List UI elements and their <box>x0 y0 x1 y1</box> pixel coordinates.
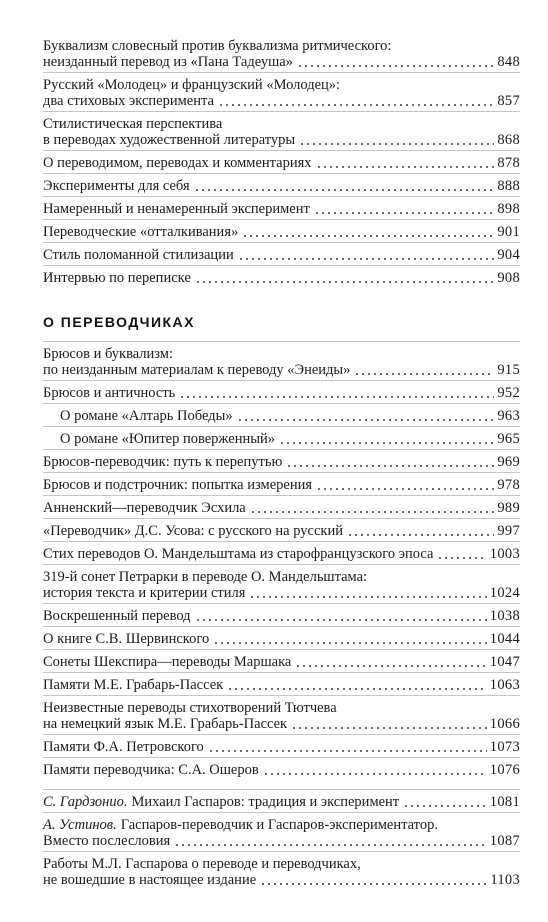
toc-entry <box>43 242 520 265</box>
entry-title: «Переводчик» Д.С. Усова: с русского на русский <box>43 523 343 539</box>
entry-title: неизданный перевод из «Пана Тадеуша» <box>43 54 293 70</box>
dot-leader <box>297 54 494 70</box>
dot-leader <box>218 93 494 109</box>
dot-leader <box>260 872 487 888</box>
page-number: 857 <box>497 93 520 109</box>
dot-leader <box>279 431 494 447</box>
page-number: 901 <box>497 224 520 240</box>
dot-leader <box>213 631 487 647</box>
entry-row <box>43 201 520 217</box>
page-number: 1063 <box>489 677 520 693</box>
entry-row <box>43 654 520 670</box>
page-number: 1003 <box>489 546 520 562</box>
toc-entry <box>43 812 520 851</box>
entry-row <box>43 224 520 240</box>
dot-leader <box>299 132 494 148</box>
toc-entry <box>43 341 520 380</box>
entry-title: Вместо послесловия <box>43 833 171 849</box>
toc-entry <box>43 72 520 111</box>
entry-row <box>43 385 520 401</box>
entry-title: О книге С.В. Шервинского <box>43 631 210 647</box>
entry-row <box>43 454 520 470</box>
entry-title: Михаил Гаспаров: традиция и эксперимент <box>131 794 400 810</box>
entry-title: Гаспаров-переводчик и Гаспаров-экспериментатор. <box>120 817 438 833</box>
entry-row <box>43 716 520 732</box>
entry-title: О переводимом, переводах и комментариях <box>43 155 312 171</box>
entry-row <box>43 833 520 849</box>
page-number: 908 <box>497 270 520 286</box>
page-number: 1087 <box>489 833 520 849</box>
toc-entry <box>43 150 520 173</box>
entry-row <box>43 762 520 778</box>
entry-row <box>43 794 520 810</box>
entry-row <box>43 872 520 888</box>
entry-title: Намеренный и ненамеренный эксперимент <box>43 201 310 217</box>
toc-section <box>43 33 520 288</box>
dot-leader <box>195 608 487 624</box>
page-number: 969 <box>497 454 520 470</box>
entry-row <box>43 408 520 424</box>
entry-row <box>43 477 520 493</box>
dot-leader <box>263 762 487 778</box>
entry-row <box>43 546 520 562</box>
table-of-contents <box>43 33 520 890</box>
entry-title: два стиховых эксперимента <box>43 93 214 109</box>
entry-title: Воскрешенный перевод <box>43 608 191 624</box>
toc-entry <box>43 449 520 472</box>
toc-subentry <box>43 426 520 449</box>
toc-entry <box>43 789 520 812</box>
entry-title: Брюсов и буквализм: <box>43 346 174 362</box>
entry-title-with-author <box>43 817 520 833</box>
entry-title: история текста и критерии стиля <box>43 585 246 601</box>
entry-title: Неизвестные переводы стихотворений Тютчева <box>43 700 337 716</box>
dot-leader <box>174 833 487 849</box>
page-number: 1044 <box>489 631 520 647</box>
toc-subentry <box>43 403 520 426</box>
entry-author: С. Гардзонио. <box>43 794 128 810</box>
entry-row <box>43 178 520 194</box>
toc-entry <box>43 757 520 780</box>
entry-title: 319-й сонет Петрарки в переводе О. Мандельштама: <box>43 569 368 585</box>
entry-row <box>43 247 520 263</box>
entry-title: Стилистическая перспектива <box>43 116 223 132</box>
toc-entry <box>43 649 520 672</box>
page-number: 952 <box>497 385 520 401</box>
dot-leader <box>250 500 495 516</box>
toc-entry <box>43 196 520 219</box>
toc-entry <box>43 472 520 495</box>
entry-title-with-author <box>43 794 399 810</box>
entry-row <box>43 431 520 447</box>
toc-entry <box>43 265 520 288</box>
entry-row <box>43 523 520 539</box>
page-number: 965 <box>497 431 520 447</box>
entry-title: О романе «Юпитер поверженный» <box>60 431 275 447</box>
entry-title: Памяти Ф.А. Петровского <box>43 739 204 755</box>
entry-title: Интервью по переписке <box>43 270 191 286</box>
page-number: 989 <box>497 500 520 516</box>
entry-row <box>43 677 520 693</box>
dot-leader <box>291 716 487 732</box>
toc-entry <box>43 672 520 695</box>
page-number: 848 <box>497 54 520 70</box>
page-number: 1103 <box>490 872 520 888</box>
toc-entry <box>43 564 520 603</box>
entry-title: Эксперименты для себя <box>43 178 190 194</box>
section-heading: О ПЕРЕВОДЧИКАХ <box>43 314 196 330</box>
page-number: 915 <box>497 362 520 378</box>
page-number: 1073 <box>489 739 520 755</box>
dot-leader <box>403 794 487 810</box>
entry-title: Брюсов-переводчик: путь к перепутью <box>43 454 283 470</box>
page-number: 868 <box>497 132 520 148</box>
entry-title: Русский «Молодец» и французский «Молодец»: <box>43 77 341 93</box>
entry-row <box>43 132 520 148</box>
page-number: 1024 <box>489 585 520 601</box>
entry-title: Переводческие «отталкивания» <box>43 224 239 240</box>
page-number: 1081 <box>489 794 520 810</box>
entry-row <box>43 500 520 516</box>
dot-leader <box>295 654 486 670</box>
dot-leader <box>347 523 494 539</box>
toc-entry <box>43 380 520 403</box>
page-number: 898 <box>497 201 520 217</box>
page-number: 1038 <box>489 608 520 624</box>
entry-title: О романе «Алтарь Победы» <box>60 408 233 424</box>
dot-leader <box>437 546 486 562</box>
entry-row <box>43 362 520 378</box>
page-number: 1047 <box>489 654 520 670</box>
entry-title: Брюсов и подстрочник: попытка измерения <box>43 477 313 493</box>
entry-author: А. Устинов. <box>43 817 117 833</box>
entry-title: Стиль поломанной стилизации <box>43 247 234 263</box>
toc-entry <box>43 734 520 757</box>
toc-section <box>43 341 520 780</box>
entry-title: по неизданным материалам к переводу «Энеиды» <box>43 362 351 378</box>
entry-title: Памяти переводчика: С.А. Ошеров <box>43 762 259 778</box>
page-number: 978 <box>497 477 520 493</box>
toc-entry <box>43 111 520 150</box>
entry-title: в переводах художественной литературы <box>43 132 296 148</box>
dot-leader <box>237 408 495 424</box>
entry-row <box>43 93 520 109</box>
page-number: 1076 <box>489 762 520 778</box>
entry-row <box>43 631 520 647</box>
toc-entry <box>43 626 520 649</box>
entry-row <box>43 739 520 755</box>
toc-section <box>43 789 520 890</box>
dot-leader <box>316 477 494 493</box>
dot-leader <box>242 224 494 240</box>
entry-row <box>43 585 520 601</box>
entry-title: не вошедшие в настоящее издание <box>43 872 257 888</box>
entry-title: на немецкий язык М.Е. Грабарь-Пассек <box>43 716 288 732</box>
toc-entry <box>43 695 520 734</box>
dot-leader <box>354 362 494 378</box>
dot-leader <box>194 178 495 194</box>
page-number: 888 <box>497 178 520 194</box>
toc-entry <box>43 33 520 72</box>
dot-leader <box>314 201 495 217</box>
toc-entry <box>43 173 520 196</box>
entry-row <box>43 270 520 286</box>
page-number: 963 <box>497 408 520 424</box>
entry-row <box>43 608 520 624</box>
entry-title: Сонеты Шекспира—переводы Маршака <box>43 654 292 670</box>
toc-entry <box>43 518 520 541</box>
dot-leader <box>179 385 494 401</box>
toc-entry <box>43 219 520 242</box>
entry-title: Памяти М.Е. Грабарь-Пассек <box>43 677 224 693</box>
dot-leader <box>316 155 495 171</box>
entry-title: Стих переводов О. Мандельштама из старофранцузского эпоса <box>43 546 434 562</box>
page-number: 1066 <box>489 716 520 732</box>
entry-title: Брюсов и античность <box>43 385 176 401</box>
toc-entry <box>43 495 520 518</box>
entry-title: Буквализм словесный против буквализма ритмического: <box>43 38 392 54</box>
toc-entry <box>43 851 520 890</box>
entry-title: Анненский—переводчик Эсхила <box>43 500 246 516</box>
page-number: 997 <box>497 523 520 539</box>
entry-row <box>43 155 520 171</box>
toc-entry <box>43 541 520 564</box>
dot-leader <box>227 677 487 693</box>
dot-leader <box>286 454 494 470</box>
entry-row <box>43 54 520 70</box>
dot-leader <box>208 739 487 755</box>
page-number: 878 <box>497 155 520 171</box>
dot-leader <box>195 270 495 286</box>
entry-title: Работы М.Л. Гаспарова о переводе и переводчиках, <box>43 856 361 872</box>
page-number: 904 <box>497 247 520 263</box>
dot-leader <box>238 247 495 263</box>
toc-entry <box>43 603 520 626</box>
dot-leader <box>249 585 486 601</box>
